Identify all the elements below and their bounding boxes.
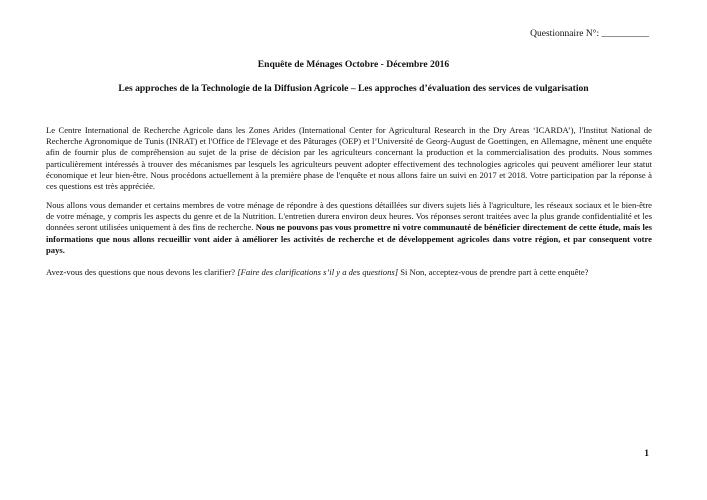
consent-bold-text: Nous ne pouvons pas vous promettre ni votre communauté de bénéficier directement de cette étude, mais les informations que nous allons recueillir vont aider à améliorer les activités de recherche et de développement agricoles dans votre région, et par consequent votre pays. — [46, 222, 652, 255]
question-paragraph — [46, 267, 652, 278]
question-instruction: [Faire des clarifications s’il y a des questions] — [237, 267, 399, 277]
survey-title: Enquête de Ménages Octobre - Décembre 2016 — [257, 59, 450, 70]
page-number: 1 — [644, 449, 649, 459]
consent-text: Nous allons vous demander et certains membres de votre ménage de répondre à des questions détaillées sur divers sujets liés à l'agriculture, les réseaux sociaux et le bien-être de votre ménage, y compris les aspects du genre et de la Nutrition. L'entretien durera environ deux heures. Vos réponses seront traitées avec la plus grande confidentialité et les données seront utilisées uniquement à des fins de recherche. — [46, 200, 652, 233]
question-text-end: Si Non, acceptez-vous de prendre part à cette enquête? — [398, 267, 589, 277]
consent-paragraph — [46, 200, 652, 256]
intro-paragraph: Le Centre International de Recherche Agricole dans les Zones Arides (International Center for Agricultural Research in the Dry Areas ‘ICARDA’), l'Institut National de Recherche Agronomique de Tunis (INRAT) et l'Office de l'Elevage et des Pâturages (OEP) et l’Université de Georg-August de Goettingen, en Allemagne, mènent une enquête afin de fournir plus de compréhension au sujet de la prise de décision par les agriculteurs concernant la production et la commercialisation des produits. Nous sommes particulièrement intéressés à trouver des mécanismes par lesquels les agriculteurs peuvent adopter effectivement des technologies agricoles qui peuvent améliorer leur statut économique et leur bien-être. Nous procédons actuellement à la première phase de l'enquête et nous allons faire un suivi en 2017 et 2018. Votre participation par la réponse à ces questions est très appréciée. — [46, 125, 652, 192]
question-text-start: Avez-vous des questions que nous devons les clarifier? — [46, 267, 238, 277]
questionnaire-number-label: Questionnaire N°: __________ — [530, 29, 649, 39]
survey-subtitle: Les approches de la Technologie de la Diffusion Agricole – Les approches d’évaluation des services de vulgarisation — [118, 83, 589, 94]
